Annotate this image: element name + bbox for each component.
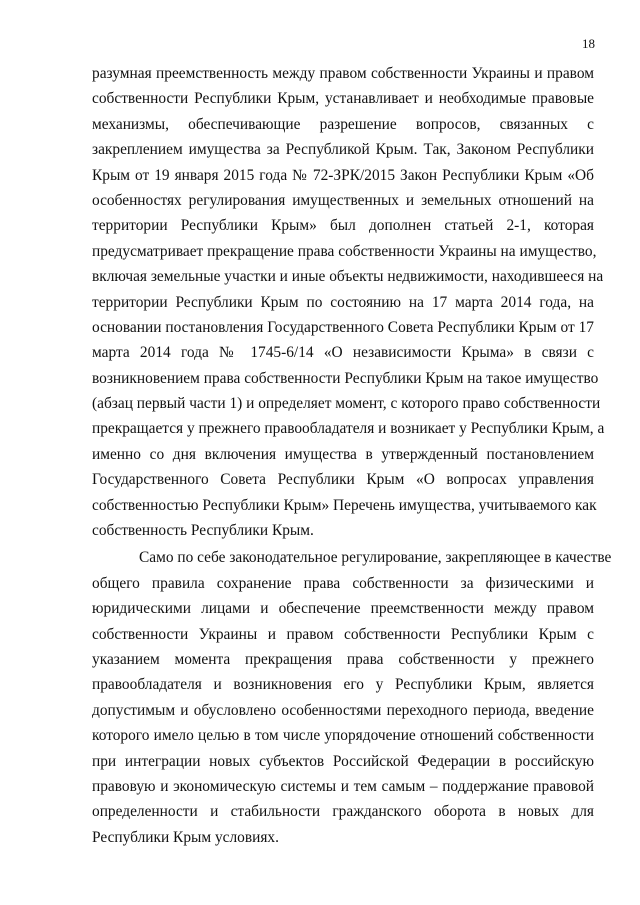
text-line: собственность Республики Крым. xyxy=(92,522,314,540)
text-line: прекращается у прежнего правообладателя и возникает у Республики Крым, а xyxy=(92,420,605,438)
text-line: определенности и стабильности гражданского оборота в новых для xyxy=(92,803,594,821)
text-line: механизмы, обеспечивающие разрешение вопросов, связанных с xyxy=(92,115,594,133)
paragraph-1 xyxy=(92,61,605,543)
text-line: именно со дня включения имущества в утвержденный постановлением xyxy=(92,445,594,463)
text-line: правообладателя и возникновения его у Республики Крым, является xyxy=(92,676,594,694)
text-line: собственности Украины и правом собственности Республики Крым с xyxy=(92,625,594,643)
text-line: включая земельные участки и иные объекты недвижимости, находившееся на xyxy=(92,268,604,286)
text-line: правовую и экономическую системы и тем самым – поддержание правовой xyxy=(92,777,594,795)
text-line: Государственного Совета Республики Крым «О вопросах управления xyxy=(92,471,594,489)
page-number: 18 xyxy=(582,36,595,51)
text-line: предусматривает прекращение права собственности Украины на имущество, xyxy=(92,242,597,260)
text-line: территории Республики Крым» был дополнен статьей 2-1, которая xyxy=(92,217,594,235)
text-line: территории Республики Крым по состоянию на 17 марта 2014 года, на xyxy=(92,293,594,311)
text-line: указанием момента прекращения права собственности у прежнего xyxy=(92,650,594,668)
text-line: марта 2014 года № 1745-6/14 «О независимости Крыма» в связи с xyxy=(92,344,594,362)
text-line: Республики Крым условиях. xyxy=(92,828,279,846)
text-line: собственности Республики Крым, устанавливает и необходимые правовые xyxy=(92,90,594,108)
document-body xyxy=(92,61,612,850)
text-line: Само по себе законодательное регулирование, закрепляющее в качестве xyxy=(139,549,612,567)
text-line: особенностях регулирования имущественных и земельных отношений на xyxy=(92,191,594,209)
text-line: Крым от 19 января 2015 года № 72-ЗРК/2015 Закон Республики Крым «Об xyxy=(92,166,594,184)
text-line: разумная преемственность между правом собственности Украины и правом xyxy=(92,65,594,82)
text-line: допустимым и обусловлено особенностями переходного периода, введение xyxy=(92,701,594,719)
text-line: основании постановления Государственного Совета Республики Крым от 17 xyxy=(92,318,594,336)
paragraph-2 xyxy=(92,545,612,850)
text-line: общего правила сохранение права собственности за физическими и xyxy=(92,574,594,592)
text-line: закреплением имущества за Республикой Крым. Так, Законом Республики xyxy=(92,141,594,159)
text-line: которого имело целью в том числе упорядочение отношений собственности xyxy=(92,727,594,745)
text-line: собственностью Республики Крым» Перечень имущества, учитываемого как xyxy=(92,496,597,514)
text-line: (абзац первый части 1) и определяет момент, с которого право собственности xyxy=(92,395,601,413)
text-line: возникновением права собственности Республики Крым на такое имущество xyxy=(92,369,599,387)
text-line: при интеграции новых субъектов Российской Федерации в российскую xyxy=(92,752,594,770)
text-line: юридическими лицами и обеспечение преемственности между правом xyxy=(92,600,594,618)
